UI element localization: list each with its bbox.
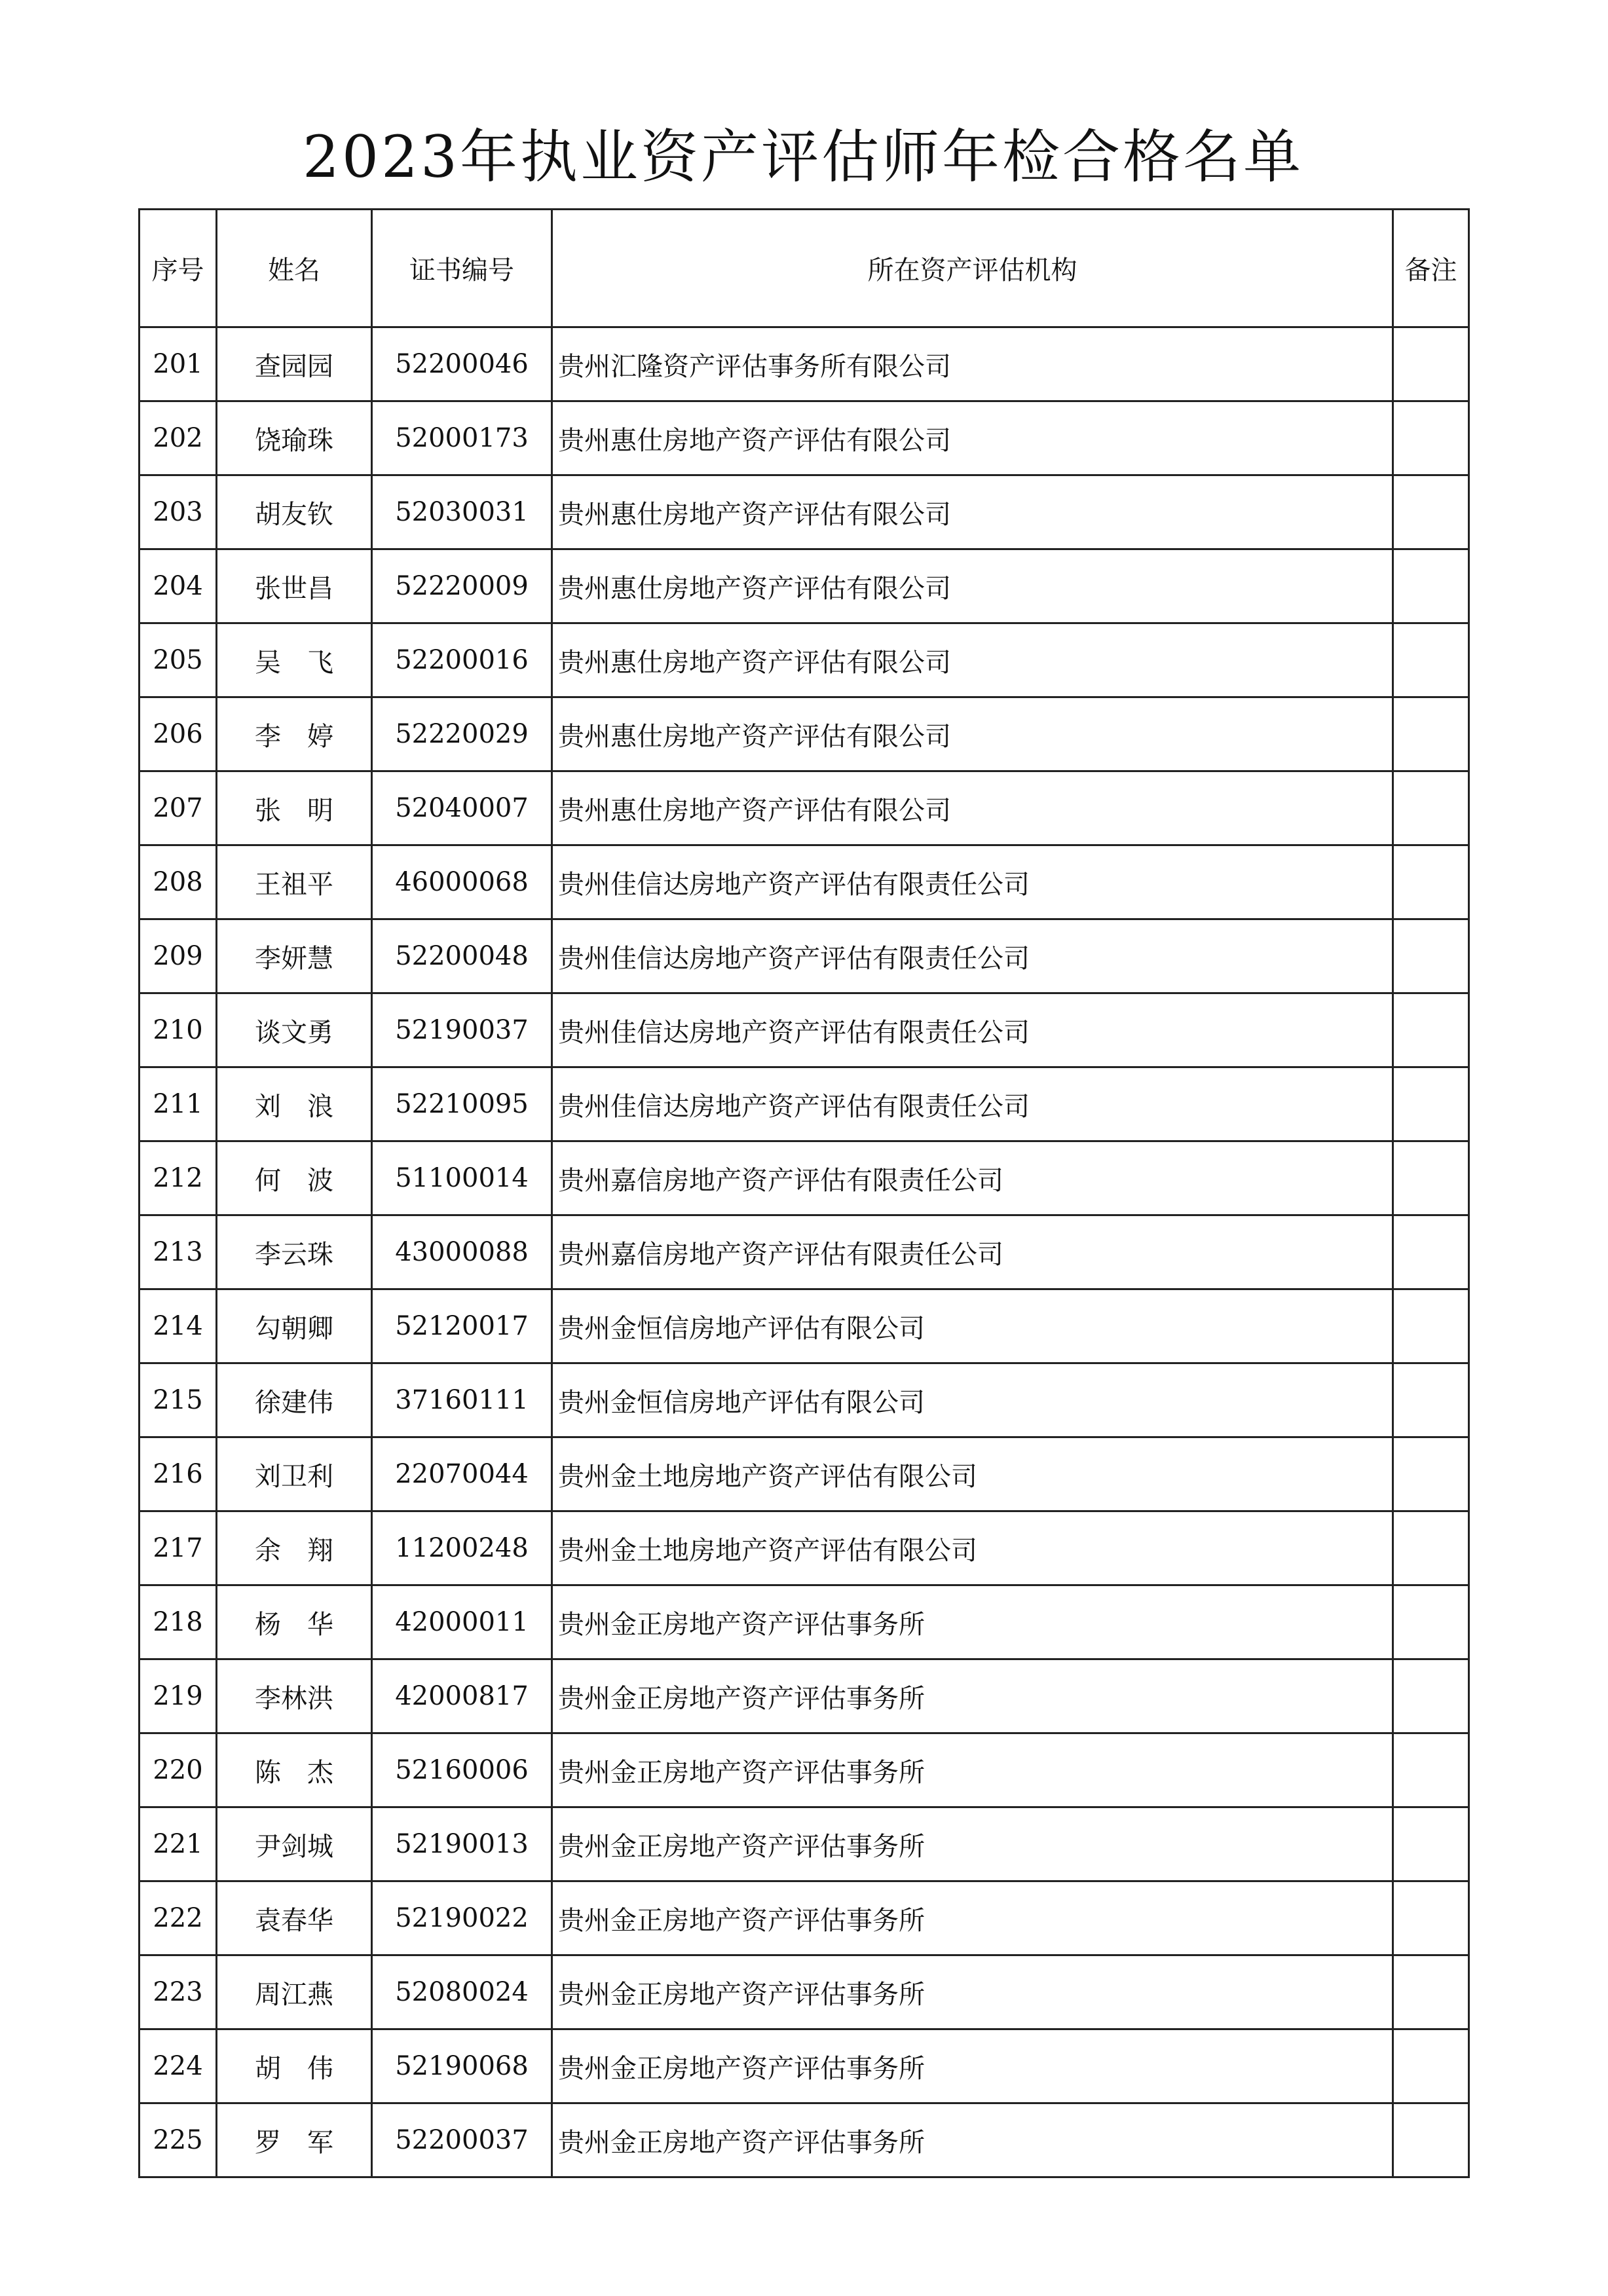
cell-cert: 52190013: [372, 1807, 552, 1881]
cell-cert: 22070044: [372, 1437, 552, 1511]
cell-org: 贵州惠仕房地产资产评估有限公司: [552, 475, 1393, 549]
cell-name: 李云珠: [217, 1215, 372, 1289]
cell-name: 陈 杰: [217, 1733, 372, 1807]
cell-name: 李妍慧: [217, 919, 372, 993]
cell-name: 余 翔: [217, 1511, 372, 1585]
cell-name: 周江燕: [217, 1955, 372, 2029]
table-row: [140, 1733, 1469, 1807]
cell-note: [1393, 2103, 1469, 2177]
table-row: [140, 993, 1469, 1067]
header-row: [140, 210, 1469, 327]
cell-note: [1393, 1881, 1469, 1955]
cell-cert: 52190068: [372, 2029, 552, 2103]
cell-note: [1393, 1585, 1469, 1659]
cell-seq: 206: [140, 697, 217, 771]
table-row: [140, 623, 1469, 697]
cell-name: 张世昌: [217, 549, 372, 623]
cell-note: [1393, 1955, 1469, 2029]
table-row: [140, 1659, 1469, 1733]
cell-note: [1393, 771, 1469, 845]
cell-name: 杨 华: [217, 1585, 372, 1659]
cell-org: 贵州金正房地产资产评估事务所: [552, 1881, 1393, 1955]
page-title: 2023年执业资产评估师年检合格名单: [303, 123, 1303, 191]
cell-name: 张 明: [217, 771, 372, 845]
cell-seq: 225: [140, 2103, 217, 2177]
table-row: [140, 2029, 1469, 2103]
cell-org: 贵州金土地房地产资产评估有限公司: [552, 1511, 1393, 1585]
table-row: [140, 401, 1469, 475]
cell-seq: 222: [140, 1881, 217, 1955]
cell-seq: 209: [140, 919, 217, 993]
table-row: [140, 1585, 1469, 1659]
cell-seq: 211: [140, 1067, 217, 1141]
cell-name: 勾朝卿: [217, 1289, 372, 1363]
cell-org: 贵州佳信达房地产资产评估有限责任公司: [552, 1067, 1393, 1141]
table-row: [140, 1289, 1469, 1363]
cell-cert: 52080024: [372, 1955, 552, 2029]
cell-note: [1393, 549, 1469, 623]
cell-name: 李林洪: [217, 1659, 372, 1733]
cell-note: [1393, 401, 1469, 475]
cell-org: 贵州金正房地产资产评估事务所: [552, 1733, 1393, 1807]
cell-org: 贵州金正房地产资产评估事务所: [552, 1659, 1393, 1733]
table-row: [140, 327, 1469, 401]
cell-name: 饶瑜珠: [217, 401, 372, 475]
header-cert: 证书编号: [372, 210, 552, 327]
cell-org: 贵州惠仕房地产资产评估有限公司: [552, 623, 1393, 697]
table-row: [140, 1807, 1469, 1881]
cell-name: 查园园: [217, 327, 372, 401]
cell-cert: 52220029: [372, 697, 552, 771]
cell-note: [1393, 1807, 1469, 1881]
cell-name: 胡友钦: [217, 475, 372, 549]
cell-name: 何 波: [217, 1141, 372, 1215]
cell-cert: 52030031: [372, 475, 552, 549]
cell-seq: 221: [140, 1807, 217, 1881]
cell-name: 刘 浪: [217, 1067, 372, 1141]
cell-seq: 224: [140, 2029, 217, 2103]
cell-seq: 212: [140, 1141, 217, 1215]
cell-org: 贵州惠仕房地产资产评估有限公司: [552, 549, 1393, 623]
table-row: [140, 1437, 1469, 1511]
cell-cert: 52220009: [372, 549, 552, 623]
cell-org: 贵州金正房地产资产评估事务所: [552, 1807, 1393, 1881]
cell-name: 王祖平: [217, 845, 372, 919]
cell-cert: 11200248: [372, 1511, 552, 1585]
table-row: [140, 1215, 1469, 1289]
table-row: [140, 1881, 1469, 1955]
cell-cert: 52200016: [372, 623, 552, 697]
cell-name: 徐建伟: [217, 1363, 372, 1437]
cell-seq: 223: [140, 1955, 217, 2029]
cell-org: 贵州嘉信房地产资产评估有限责任公司: [552, 1141, 1393, 1215]
cell-note: [1393, 475, 1469, 549]
cell-note: [1393, 697, 1469, 771]
cell-note: [1393, 1437, 1469, 1511]
cell-note: [1393, 1511, 1469, 1585]
cell-cert: 51100014: [372, 1141, 552, 1215]
table-row: [140, 2103, 1469, 2177]
cell-name: 袁春华: [217, 1881, 372, 1955]
cell-org: 贵州金正房地产资产评估事务所: [552, 1585, 1393, 1659]
cell-cert: 52000173: [372, 401, 552, 475]
cell-org: 贵州惠仕房地产资产评估有限公司: [552, 401, 1393, 475]
cell-org: 贵州金恒信房地产评估有限公司: [552, 1289, 1393, 1363]
cell-note: [1393, 1733, 1469, 1807]
table-row: [140, 475, 1469, 549]
cell-seq: 207: [140, 771, 217, 845]
cell-note: [1393, 845, 1469, 919]
cell-org: 贵州佳信达房地产资产评估有限责任公司: [552, 845, 1393, 919]
cell-cert: 52160006: [372, 1733, 552, 1807]
cell-note: [1393, 1289, 1469, 1363]
cell-name: 谈文勇: [217, 993, 372, 1067]
cell-org: 贵州金土地房地产资产评估有限公司: [552, 1437, 1393, 1511]
cell-org: 贵州惠仕房地产资产评估有限公司: [552, 771, 1393, 845]
roster-table: [138, 208, 1470, 2178]
cell-org: 贵州金正房地产资产评估事务所: [552, 1955, 1393, 2029]
cell-cert: 52190037: [372, 993, 552, 1067]
cell-note: [1393, 623, 1469, 697]
header-name: 姓名: [217, 210, 372, 327]
cell-note: [1393, 993, 1469, 1067]
cell-seq: 205: [140, 623, 217, 697]
cell-note: [1393, 1141, 1469, 1215]
cell-name: 刘卫利: [217, 1437, 372, 1511]
cell-note: [1393, 327, 1469, 401]
table-row: [140, 697, 1469, 771]
roster-body: [140, 327, 1469, 2177]
cell-org: 贵州金正房地产资产评估事务所: [552, 2103, 1393, 2177]
cell-cert: 46000068: [372, 845, 552, 919]
cell-seq: 204: [140, 549, 217, 623]
cell-name: 罗 军: [217, 2103, 372, 2177]
table-row: [140, 919, 1469, 993]
table-row: [140, 1067, 1469, 1141]
cell-cert: 43000088: [372, 1215, 552, 1289]
cell-note: [1393, 919, 1469, 993]
cell-seq: 215: [140, 1363, 217, 1437]
cell-seq: 201: [140, 327, 217, 401]
cell-org: 贵州惠仕房地产资产评估有限公司: [552, 697, 1393, 771]
header-seq: 序号: [140, 210, 217, 327]
cell-cert: 42000011: [372, 1585, 552, 1659]
cell-org: 贵州嘉信房地产资产评估有限责任公司: [552, 1215, 1393, 1289]
cell-seq: 214: [140, 1289, 217, 1363]
cell-name: 尹剑城: [217, 1807, 372, 1881]
cell-cert: 42000817: [372, 1659, 552, 1733]
table-row: [140, 1141, 1469, 1215]
table-row: [140, 845, 1469, 919]
cell-cert: 52200046: [372, 327, 552, 401]
cell-org: 贵州金恒信房地产评估有限公司: [552, 1363, 1393, 1437]
cell-seq: 216: [140, 1437, 217, 1511]
cell-seq: 203: [140, 475, 217, 549]
cell-note: [1393, 1067, 1469, 1141]
cell-note: [1393, 1363, 1469, 1437]
table-row: [140, 1363, 1469, 1437]
cell-cert: 52210095: [372, 1067, 552, 1141]
cell-cert: 52190022: [372, 1881, 552, 1955]
table-row: [140, 771, 1469, 845]
cell-seq: 219: [140, 1659, 217, 1733]
cell-org: 贵州金正房地产资产评估事务所: [552, 2029, 1393, 2103]
cell-note: [1393, 2029, 1469, 2103]
cell-seq: 217: [140, 1511, 217, 1585]
cell-org: 贵州佳信达房地产资产评估有限责任公司: [552, 993, 1393, 1067]
cell-name: 吴 飞: [217, 623, 372, 697]
cell-seq: 220: [140, 1733, 217, 1807]
cell-org: 贵州佳信达房地产资产评估有限责任公司: [552, 919, 1393, 993]
cell-cert: 52040007: [372, 771, 552, 845]
header-note: 备注: [1393, 210, 1469, 327]
cell-org: 贵州汇隆资产评估事务所有限公司: [552, 327, 1393, 401]
cell-cert: 37160111: [372, 1363, 552, 1437]
cell-cert: 52120017: [372, 1289, 552, 1363]
table-row: [140, 1511, 1469, 1585]
cell-seq: 218: [140, 1585, 217, 1659]
cell-seq: 213: [140, 1215, 217, 1289]
table-row: [140, 549, 1469, 623]
cell-cert: 52200037: [372, 2103, 552, 2177]
cell-seq: 210: [140, 993, 217, 1067]
cell-note: [1393, 1659, 1469, 1733]
cell-name: 胡 伟: [217, 2029, 372, 2103]
cell-cert: 52200048: [372, 919, 552, 993]
table-row: [140, 1955, 1469, 2029]
cell-seq: 208: [140, 845, 217, 919]
cell-note: [1393, 1215, 1469, 1289]
cell-name: 李 婷: [217, 697, 372, 771]
header-org: 所在资产评估机构: [552, 210, 1393, 327]
cell-seq: 202: [140, 401, 217, 475]
